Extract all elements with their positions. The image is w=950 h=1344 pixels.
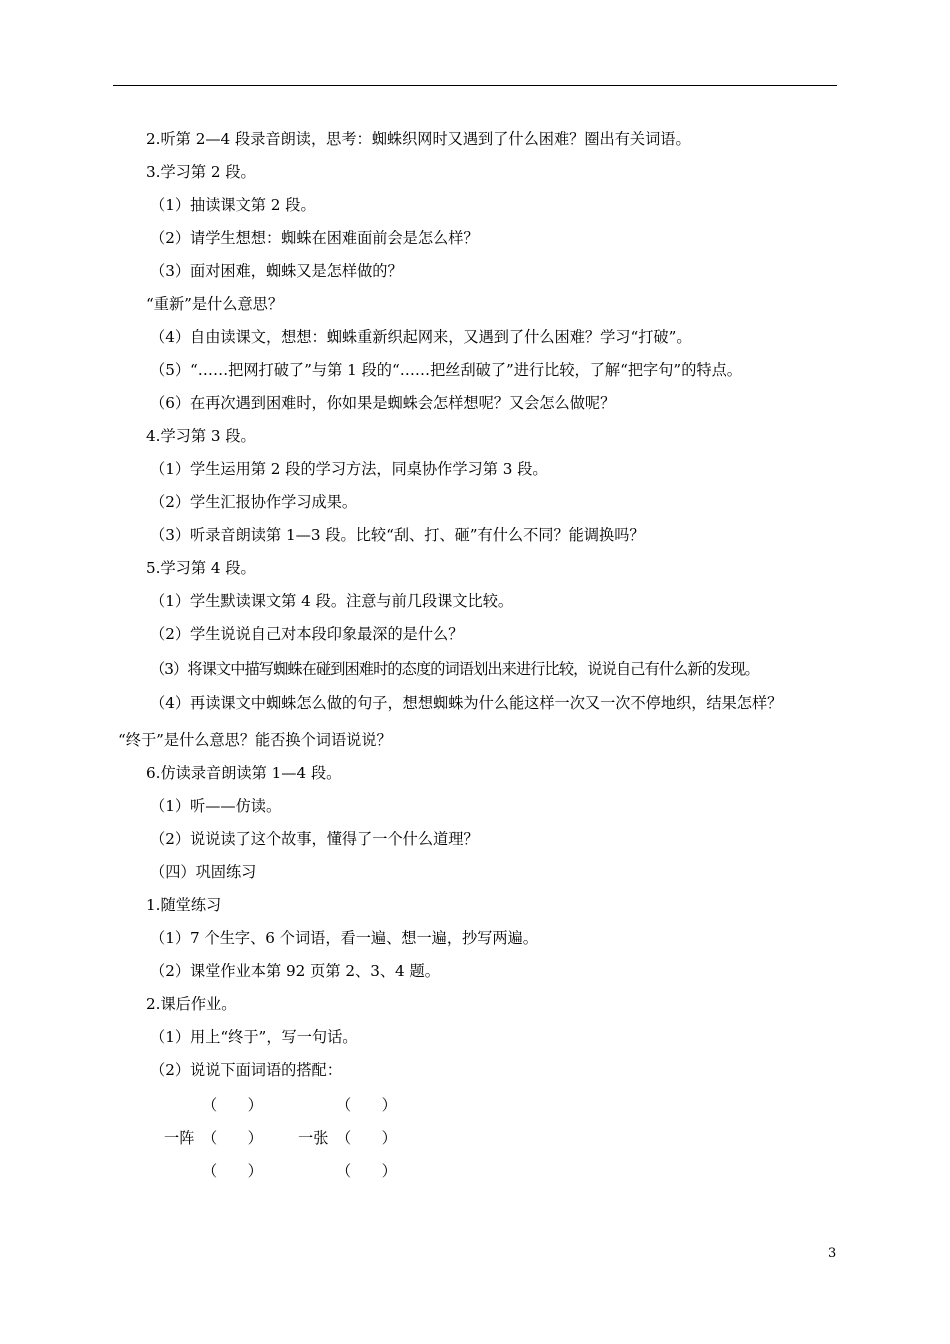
text-line: （1）学生默读课文第 4 段。注意与前几段课文比较。 <box>150 592 514 610</box>
text-line: 1.随堂练习 <box>146 896 222 914</box>
text-line: （6）在再次遇到困难时，你如果是蜘蛛会怎样想呢？又会怎么做呢？ <box>150 394 616 412</box>
text-line: 5.学习第 4 段。 <box>146 559 256 577</box>
text-line: （3）面对困难，蜘蛛又是怎样做的？ <box>150 262 403 280</box>
text-line: （2）说说读了这个故事，懂得了一个什么道理？ <box>150 830 479 848</box>
text-line: （2）请学生想想：蜘蛛在困难面前会是怎么样？ <box>150 229 479 247</box>
text-line: （2）学生汇报协作学习成果。 <box>150 493 358 511</box>
text-line: （2）说说下面词语的搭配： <box>150 1061 342 1079</box>
text-line: （4）再读课文中蜘蛛怎么做的句子，想想蜘蛛为什么能这样一次又一次不停地织，结果怎样？ <box>150 694 783 712</box>
blank-parens: （ ） <box>202 1129 263 1147</box>
text-line: “终于”是什么意思？能否换个词语说说？ <box>118 731 392 749</box>
blank-parens: （ ） <box>336 1129 397 1147</box>
blank-parens: （ ） <box>336 1096 397 1114</box>
text-line: （3）将课文中描写蜘蛛在碰到困难时的态度的词语划出来进行比较，说说自己有什么新的发现。 <box>150 660 759 678</box>
text-line: 2.听第 2—4 段录音朗读，思考：蜘蛛织网时又遇到了什么困难？圈出有关词语。 <box>146 130 691 148</box>
blank-parens: （ ） <box>202 1162 263 1180</box>
text-line: （1）听——仿读。 <box>150 797 282 815</box>
blank-parens: （ ） <box>202 1096 263 1114</box>
text-line: （4）自由读课文，想想：蜘蛛重新织起网来，又遇到了什么困难？学习“打破”。 <box>150 328 692 346</box>
text-line: （2）学生说说自己对本段印象最深的是什么？ <box>150 625 464 643</box>
text-line: （1）学生运用第 2 段的学习方法，同桌协作学习第 3 段。 <box>150 460 548 478</box>
text-line: 3.学习第 2 段。 <box>146 163 256 181</box>
text-line: “重新”是什么意思？ <box>146 295 284 313</box>
text-line: （1）抽读课文第 2 段。 <box>150 196 316 214</box>
matching-word-left: 一阵 <box>164 1129 195 1147</box>
blank-parens: （ ） <box>336 1162 397 1180</box>
page-number: 3 <box>828 1246 837 1261</box>
text-line: （1）用上“终于”，写一句话。 <box>150 1028 358 1046</box>
text-line: （1）7 个生字、6 个词语，看一遍、想一遍，抄写两遍。 <box>150 929 538 947</box>
text-line: 6.仿读录音朗读第 1—4 段。 <box>146 764 342 782</box>
text-line: （3）听录音朗读第 1—3 段。比较“刮、打、砸”有什么不同？能调换吗？ <box>150 526 645 544</box>
matching-word-right: 一张 <box>298 1129 329 1147</box>
text-line: （5）“……把网打破了”与第 1 段的“……把丝刮破了”进行比较，了解“把字句”的特点。 <box>150 361 742 379</box>
header-rule <box>113 85 837 86</box>
text-line: （2）课堂作业本第 92 页第 2、3、4 题。 <box>150 962 440 980</box>
section-heading: （四）巩固练习 <box>150 863 257 881</box>
text-line: 4.学习第 3 段。 <box>146 427 256 445</box>
text-line: 2.课后作业。 <box>146 995 237 1013</box>
